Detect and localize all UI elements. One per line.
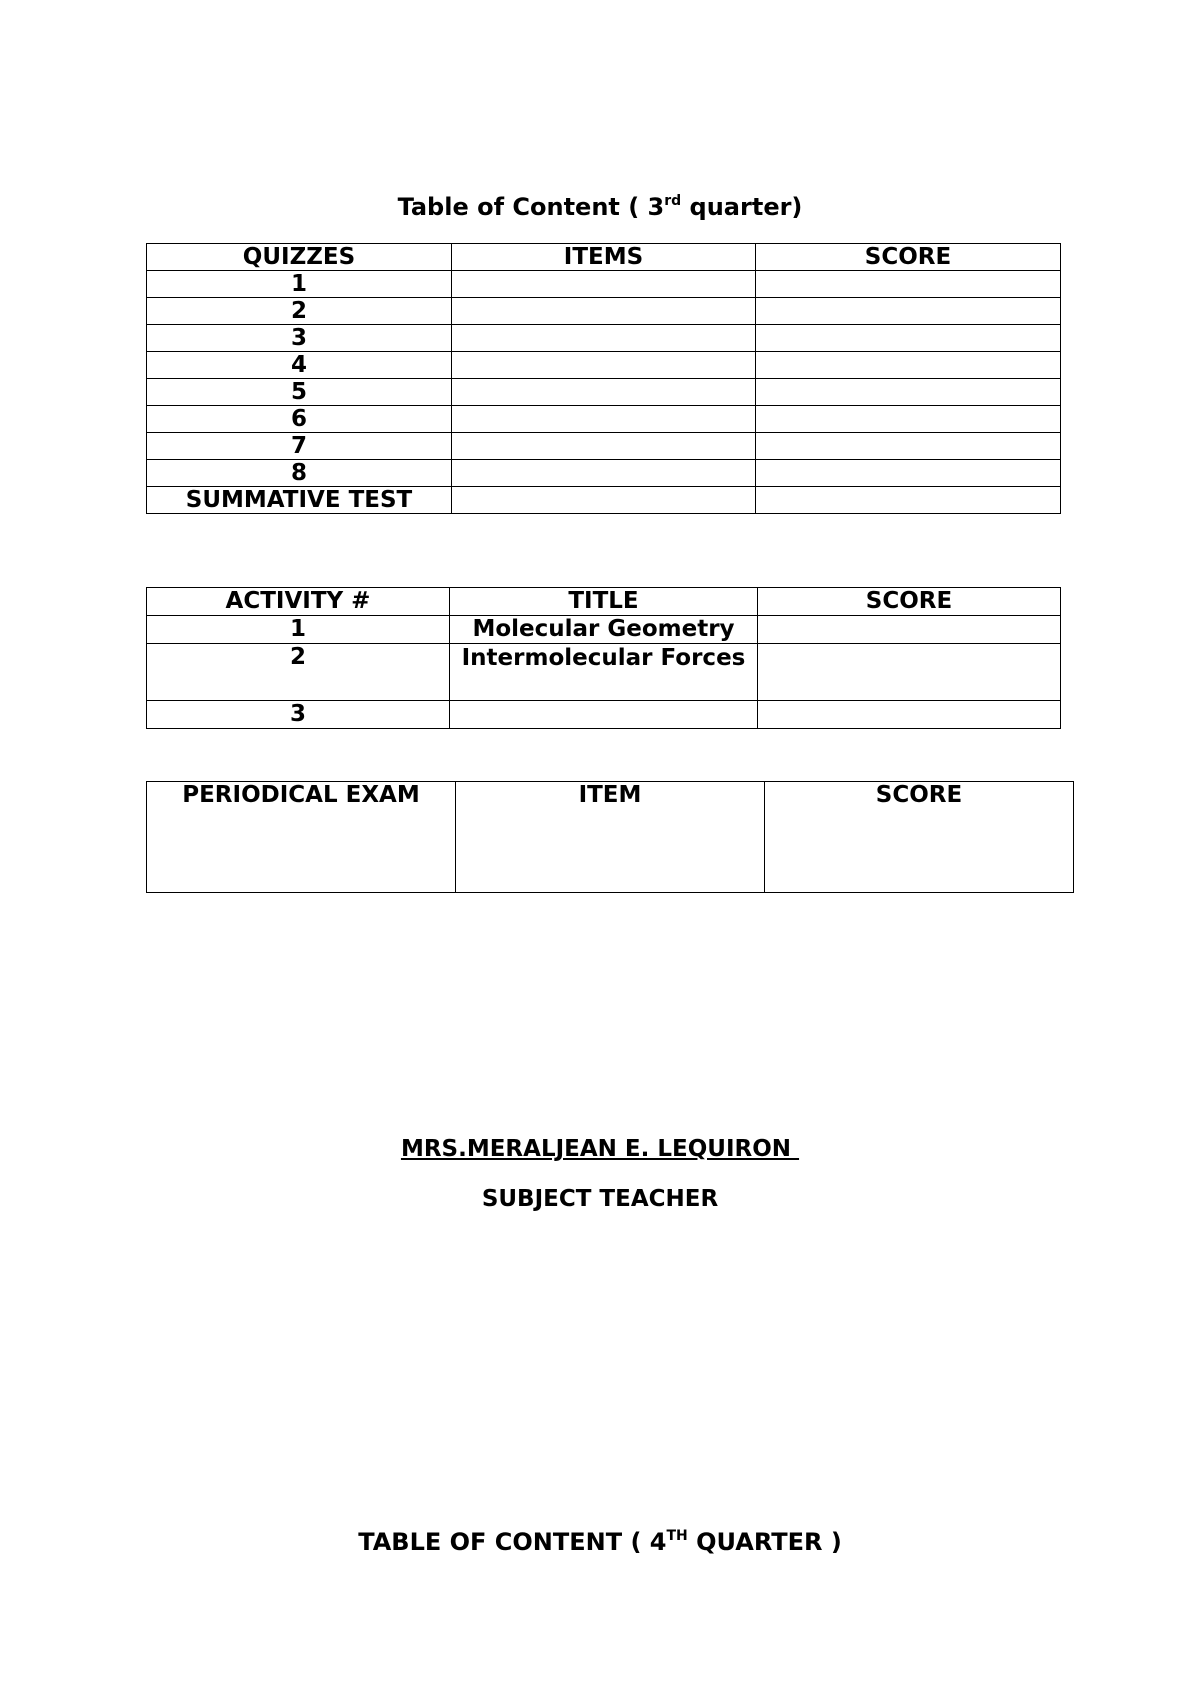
items-cell	[452, 433, 756, 460]
fourth-quarter-title-sup: TH	[666, 1528, 688, 1544]
quiz-number-cell: 5	[147, 379, 452, 406]
items-cell	[452, 271, 756, 298]
items-cell	[452, 298, 756, 325]
score-cell	[758, 701, 1061, 729]
items-cell	[452, 460, 756, 487]
items-header-cell: ITEMS	[452, 244, 756, 271]
activities-table	[146, 587, 1061, 729]
table-row	[147, 782, 1074, 893]
activity-title-cell: Molecular Geometry	[450, 616, 758, 644]
items-cell	[452, 379, 756, 406]
title-header-cell: TITLE	[450, 588, 758, 616]
third-quarter-title-end: quarter)	[681, 193, 803, 221]
score-header-cell: SCORE	[765, 782, 1074, 893]
table-row	[147, 298, 1061, 325]
periodical-exam-table	[146, 781, 1074, 893]
summative-test-cell: SUMMATIVE TEST	[147, 487, 452, 514]
periodical-exam-header-cell: PERIODICAL EXAM	[147, 782, 456, 893]
table-row	[147, 616, 1061, 644]
fourth-quarter-title-end: QUARTER )	[687, 1528, 842, 1556]
table-row	[147, 433, 1061, 460]
item-header-cell: ITEM	[456, 782, 765, 893]
table-row	[147, 644, 1061, 701]
third-quarter-title-text: Table of Content ( 3	[397, 193, 665, 221]
quizzes-header-cell: QUIZZES	[147, 244, 452, 271]
score-cell	[758, 644, 1061, 701]
teacher-name: MRS.MERALJEAN E. LEQUIRON	[400, 1136, 800, 1162]
third-quarter-title	[0, 193, 1200, 221]
score-cell	[756, 352, 1061, 379]
table-row	[147, 460, 1061, 487]
score-cell	[756, 487, 1061, 514]
activity-title-cell: Intermolecular Forces	[450, 644, 758, 701]
activity-title-cell	[450, 701, 758, 729]
score-cell	[756, 460, 1061, 487]
score-header-cell: SCORE	[758, 588, 1061, 616]
quiz-number-cell: 3	[147, 325, 452, 352]
table-row	[147, 271, 1061, 298]
table-row	[147, 379, 1061, 406]
table-row	[147, 701, 1061, 729]
table-row	[147, 406, 1061, 433]
quiz-number-cell: 7	[147, 433, 452, 460]
items-cell	[452, 406, 756, 433]
quiz-number-cell: 4	[147, 352, 452, 379]
table-row	[147, 325, 1061, 352]
table-row	[147, 487, 1061, 514]
activity-number-header-cell: ACTIVITY #	[147, 588, 450, 616]
score-cell	[756, 325, 1061, 352]
activities-header-row	[147, 588, 1061, 616]
items-cell	[452, 487, 756, 514]
quiz-number-cell: 1	[147, 271, 452, 298]
items-cell	[452, 325, 756, 352]
third-quarter-title-sup: rd	[664, 193, 682, 209]
fourth-quarter-title	[0, 1528, 1200, 1556]
items-cell	[452, 352, 756, 379]
quiz-number-cell: 2	[147, 298, 452, 325]
score-cell	[756, 379, 1061, 406]
activity-number-cell: 2	[147, 644, 450, 701]
quiz-number-cell: 6	[147, 406, 452, 433]
score-cell	[756, 298, 1061, 325]
quiz-number-cell: 8	[147, 460, 452, 487]
score-cell	[758, 616, 1061, 644]
quizzes-table	[146, 243, 1061, 514]
score-header-cell: SCORE	[756, 244, 1061, 271]
fourth-quarter-title-text: TABLE OF CONTENT ( 4	[358, 1528, 667, 1556]
score-cell	[756, 271, 1061, 298]
score-cell	[756, 406, 1061, 433]
score-cell	[756, 433, 1061, 460]
activity-number-cell: 3	[147, 701, 450, 729]
table-row	[147, 352, 1061, 379]
activity-number-cell: 1	[147, 616, 450, 644]
quizzes-header-row	[147, 244, 1061, 271]
teacher-role: SUBJECT TEACHER	[481, 1186, 719, 1212]
